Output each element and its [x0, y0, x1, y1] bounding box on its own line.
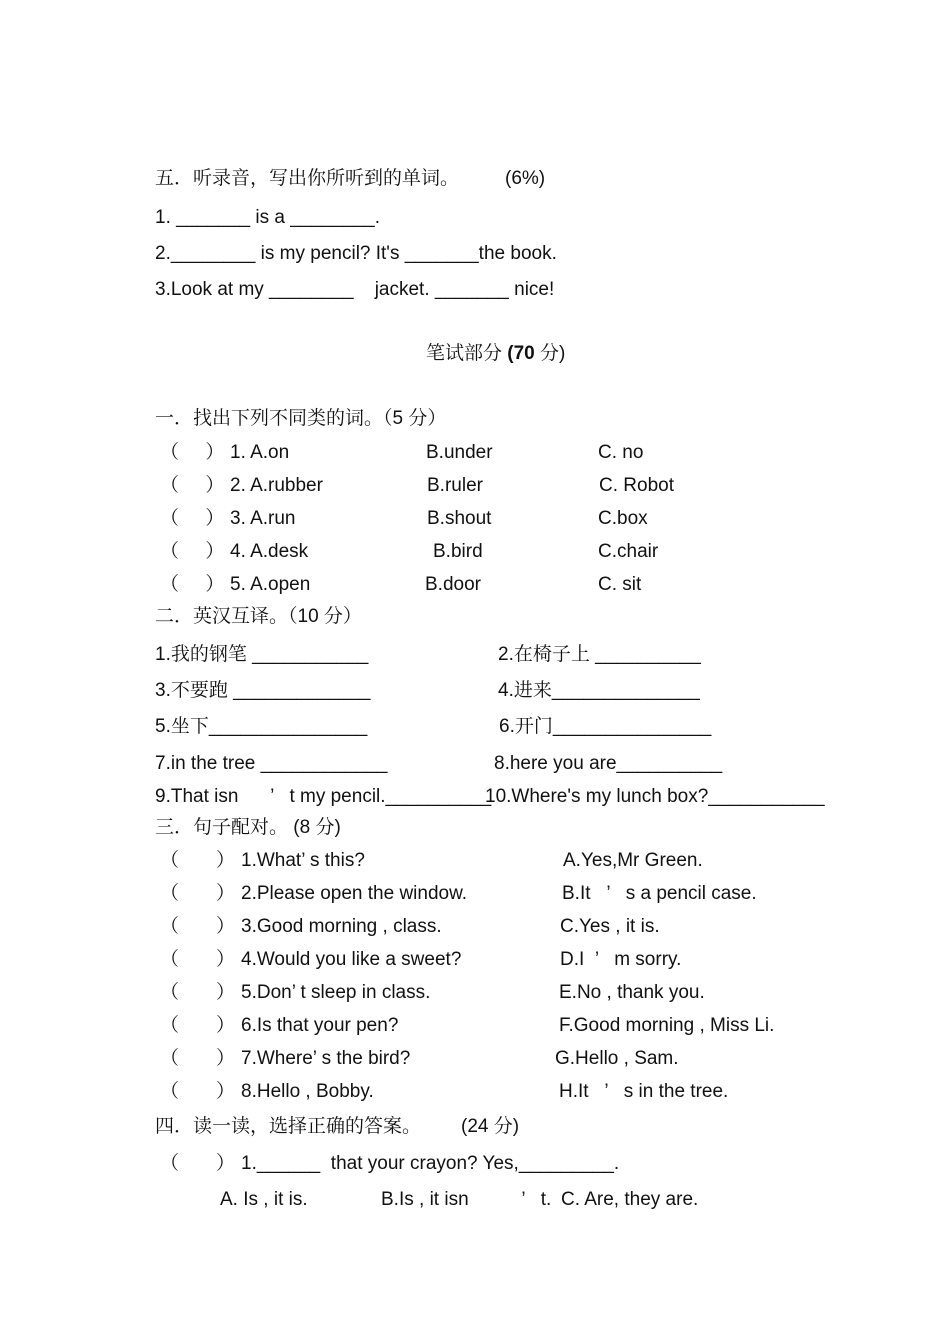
- sec1-row-3-c: C.box: [598, 508, 648, 529]
- sec3-answer-e: E.No , thank you.: [559, 982, 705, 1003]
- sec3-question-6: 6.Is that your pen?: [241, 1015, 399, 1036]
- sec2-right-8: 8.here you are__________: [494, 753, 723, 774]
- sec4-score: (24 分): [461, 1116, 520, 1137]
- sec1-row-2-a: 2. A.rubber: [230, 475, 323, 496]
- sec2-left-7: 7.in the tree ____________: [155, 753, 388, 774]
- sec4-q1-option-c: C. Are, they are.: [561, 1189, 699, 1210]
- sec2-left-3: 3.不要跑 _____________: [155, 680, 371, 701]
- sec1-row-5-a: 5. A.open: [230, 574, 311, 595]
- sec2-left-5: 5.坐下_______________: [155, 716, 368, 737]
- sec1-row-1-a: 1. A.on: [230, 442, 290, 463]
- sec1-row-5-paren: （ ）: [160, 574, 225, 595]
- sec3-paren-8: （ ）: [160, 1081, 235, 1102]
- listening-item-2: 2.________ is my pencil? It's _______the book.: [155, 243, 557, 264]
- sec1-row-4-paren: （ ）: [160, 541, 225, 562]
- sec2-left-1: 1.我的钢笔 ___________: [155, 644, 369, 665]
- sec3-answer-h: H.It ’ s in the tree.: [559, 1081, 729, 1102]
- sec4-q1-option-a: A. Is , it is.: [220, 1189, 308, 1210]
- sec3-paren-3: （ ）: [160, 916, 235, 937]
- sec3-answer-g: G.Hello , Sam.: [555, 1048, 679, 1069]
- sec2-right-6: 6.开门_______________: [499, 716, 712, 737]
- sec3-paren-2: （ ）: [160, 883, 235, 904]
- sec3-question-4: 4.Would you like a sweet?: [241, 949, 462, 970]
- written-title-prefix: 笔试部分: [426, 343, 508, 364]
- sec1-row-4-c: C.chair: [598, 541, 659, 562]
- sec3-paren-7: （ ）: [160, 1048, 235, 1069]
- listening-item-1: 1. _______ is a ________.: [155, 207, 381, 228]
- written-part-title: [426, 342, 565, 366]
- sec3-answer-f: F.Good morning , Miss Li.: [559, 1015, 775, 1036]
- sec1-row-1-b: B.under: [426, 442, 493, 463]
- sec2-right-4: 4.进来______________: [498, 680, 700, 701]
- written-title-score: (70: [507, 343, 535, 364]
- sec3-paren-1: （ ）: [160, 850, 235, 871]
- sec1-row-3-a: 3. A.run: [230, 508, 296, 529]
- sec3-question-3: 3.Good morning , class.: [241, 916, 442, 937]
- written-title-suffix: 分): [534, 343, 566, 364]
- sec1-row-1-paren: （ ）: [160, 442, 225, 463]
- sec1-row-5-b: B.door: [425, 574, 481, 595]
- sec3-answer-d: D.I ’ m sorry.: [560, 949, 682, 970]
- sec3-question-7: 7.Where’ s the bird?: [241, 1048, 411, 1069]
- sec2-right-2: 2.在椅子上 __________: [498, 644, 701, 665]
- sec4-q1-option-b: B.Is , it isn ’ t.: [381, 1189, 552, 1210]
- sec1-row-2-paren: （ ）: [160, 475, 225, 496]
- sec4-q1-paren: （ ）: [160, 1153, 235, 1174]
- sec1-row-4-a: 4. A.desk: [230, 541, 309, 562]
- sec1-row-1-c: C. no: [598, 442, 644, 463]
- sec1-heading: 一．找出下列不同类的词。（5 分）: [155, 408, 447, 429]
- sec1-row-2-b: B.ruler: [427, 475, 483, 496]
- sec1-row-3-paren: （ ）: [160, 508, 225, 529]
- sec1-row-3-b: B.shout: [427, 508, 492, 529]
- listening-heading: 五．听录音，写出你所听到的单词。: [155, 168, 460, 189]
- sec3-question-8: 8.Hello , Bobby.: [241, 1081, 374, 1102]
- sec3-paren-6: （ ）: [160, 1015, 235, 1036]
- sec3-heading: 三．句子配对。 (8 分): [155, 817, 341, 838]
- sec1-row-2-c: C. Robot: [599, 475, 674, 496]
- sec4-heading: 四．读一读，选择正确的答案。: [155, 1116, 422, 1137]
- sec1-row-5-c: C. sit: [598, 574, 642, 595]
- sec3-question-2: 2.Please open the window.: [241, 883, 468, 904]
- sec3-answer-c: C.Yes , it is.: [560, 916, 660, 937]
- sec2-heading: 二．英汉互译。（10 分）: [155, 606, 362, 627]
- sec4-q1: 1.______ that your crayon? Yes,_________.: [241, 1153, 620, 1174]
- sec3-question-1: 1.What’ s this?: [241, 850, 365, 871]
- sec2-left-9: 9.That isn ’ t my pencil.__________: [155, 786, 492, 807]
- listening-item-3: 3.Look at my ________ jacket. _______ nice!: [155, 279, 555, 300]
- sec1-row-4-b: B.bird: [433, 541, 483, 562]
- sec3-paren-4: （ ）: [160, 949, 235, 970]
- sec3-paren-5: （ ）: [160, 982, 235, 1003]
- sec3-answer-b: B.It ’ s a pencil case.: [562, 883, 757, 904]
- sec3-question-5: 5.Don’ t sleep in class.: [241, 982, 431, 1003]
- sec3-answer-a: A.Yes,Mr Green.: [563, 850, 703, 871]
- listening-score: (6%): [505, 168, 546, 189]
- sec2-right-10: 10.Where's my lunch box?___________: [485, 786, 825, 807]
